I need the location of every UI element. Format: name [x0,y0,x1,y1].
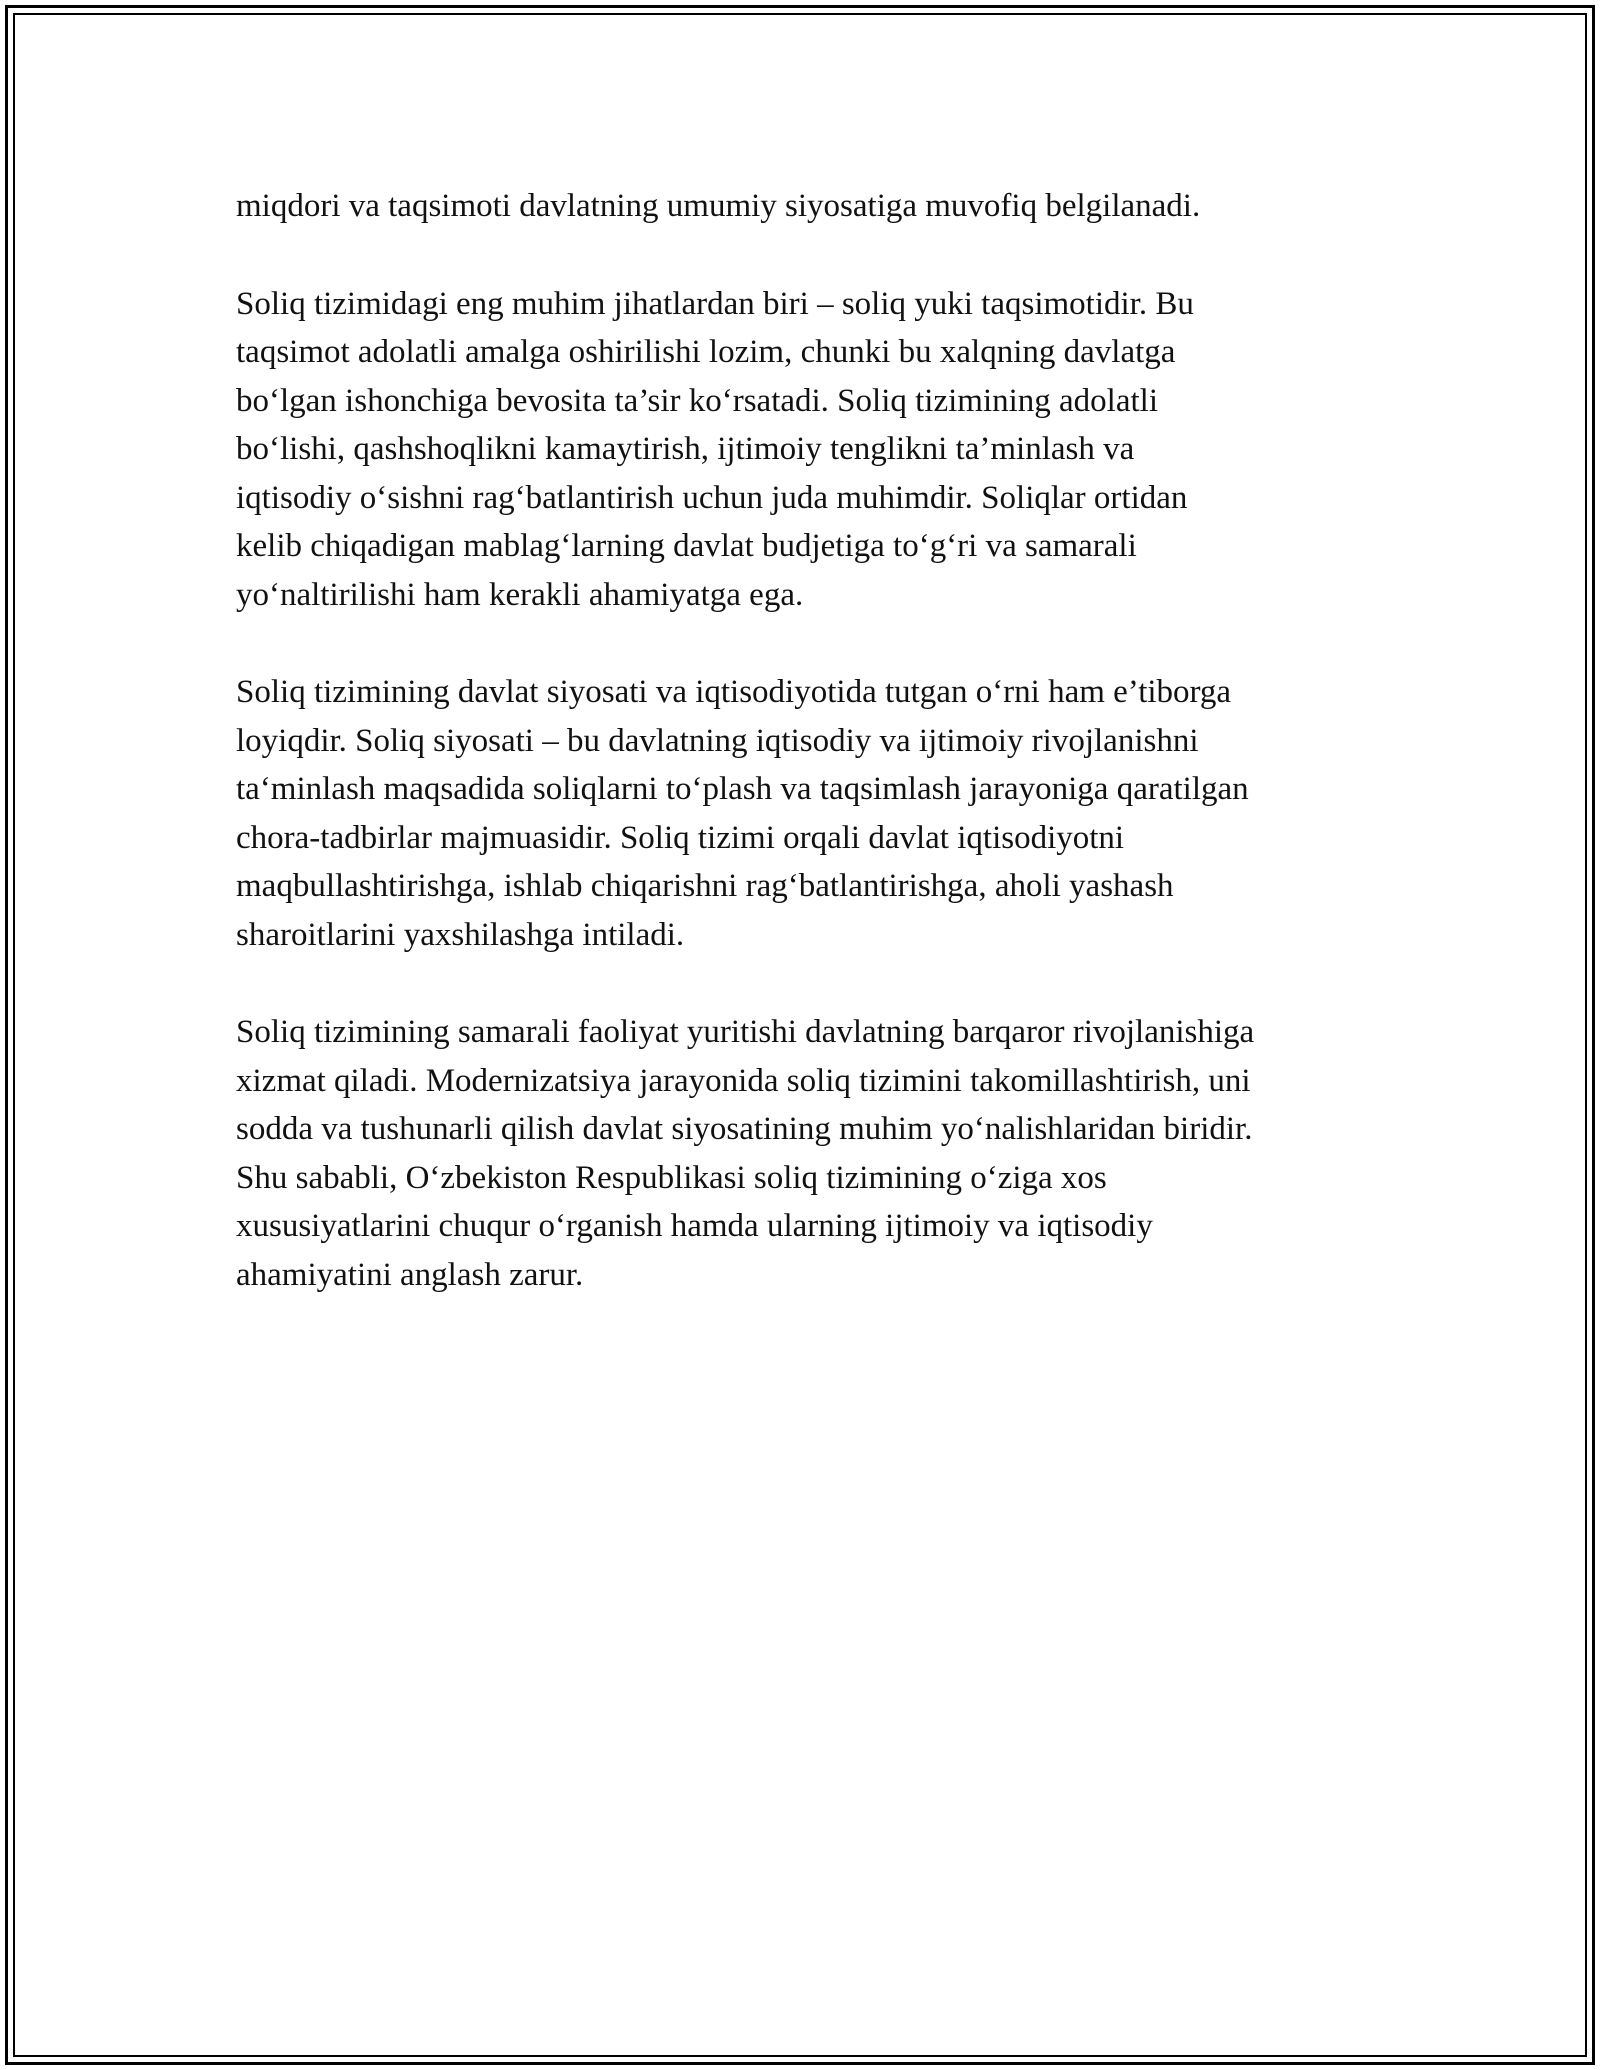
text-line: Soliq tizimining davlat siyosati va iqtisodiyotida tutgan o‘rni ham e’tiborga [236,674,1232,710]
text-line: ta‘minlash maqsadida soliqlarni to‘plash va taqsimlash jarayoniga qaratilgan [236,771,1249,807]
text-line: yo‘naltirilishi ham kerakli ahamiyatga ega. [236,576,804,613]
paragraph-4 [236,1008,1386,1299]
text-line: bo‘lishi, qashshoqlikni kamaytirish, ijtimoiy tenglikni ta’minlash va [236,431,1135,467]
text-line: Soliq tizimidagi eng muhim jihatlardan biri – soliq yuki taqsimotidir. Bu [236,285,1194,322]
text-line: kelib chiqadigan mablag‘larning davlat budjetiga to‘g‘ri va samarali [236,528,1137,564]
paragraph-2 [236,280,1386,620]
text-line: bo‘lgan ishonchiga bevosita ta’sir ko‘rsatadi. Soliq tizimining adolatli [236,382,1159,419]
text-line: xizmat qiladi. Modernizatsiya jarayonida soliq tizimini takomillashtirish, uni [236,1062,1251,1099]
paragraph-1 [236,182,1386,231]
text-line: ahamiyatini anglash zarur. [236,1256,584,1293]
text-line: sodda va tushunarli qilish davlat siyosatining muhim yo‘nalishlaridan biridir. [236,1111,1253,1147]
text-line: iqtisodiy o‘sishni rag‘batlantirish uchun juda muhimdir. Soliqlar ortidan [236,479,1188,516]
text-line: loyiqdir. Soliq siyosati – bu davlatning iqtisodiy va ijtimoiy rivojlanishni [236,722,1199,759]
text-line: xususiyatlarini chuqur o‘rganish hamda ularning ijtimoiy va iqtisodiy [236,1208,1153,1244]
text-line: taqsimot adolatli amalga oshirilishi lozim, chunki bu xalqning davlatga [236,334,1176,370]
text-line: Shu sababli, O‘zbekiston Respublikasi soliq tizimining o‘ziga xos [236,1159,1107,1196]
text-line: maqbullashtirishga, ishlab chiqarishni rag‘batlantirishga, aholi yashash [236,868,1174,904]
paragraph-3 [236,668,1386,959]
document-body [236,182,1386,1348]
text-line: miqdori va taqsimoti davlatning umumiy siyosatiga muvofiq belgilanadi. [236,188,1201,224]
text-line: sharoitlarini yaxshilashga intiladi. [236,916,685,953]
text-line: chora-tadbirlar majmuasidir. Soliq tizimi orqali davlat iqtisodiyotni [236,819,1125,856]
text-line: Soliq tizimining samarali faoliyat yuritishi davlatning barqaror rivojlanishiga [236,1014,1255,1050]
